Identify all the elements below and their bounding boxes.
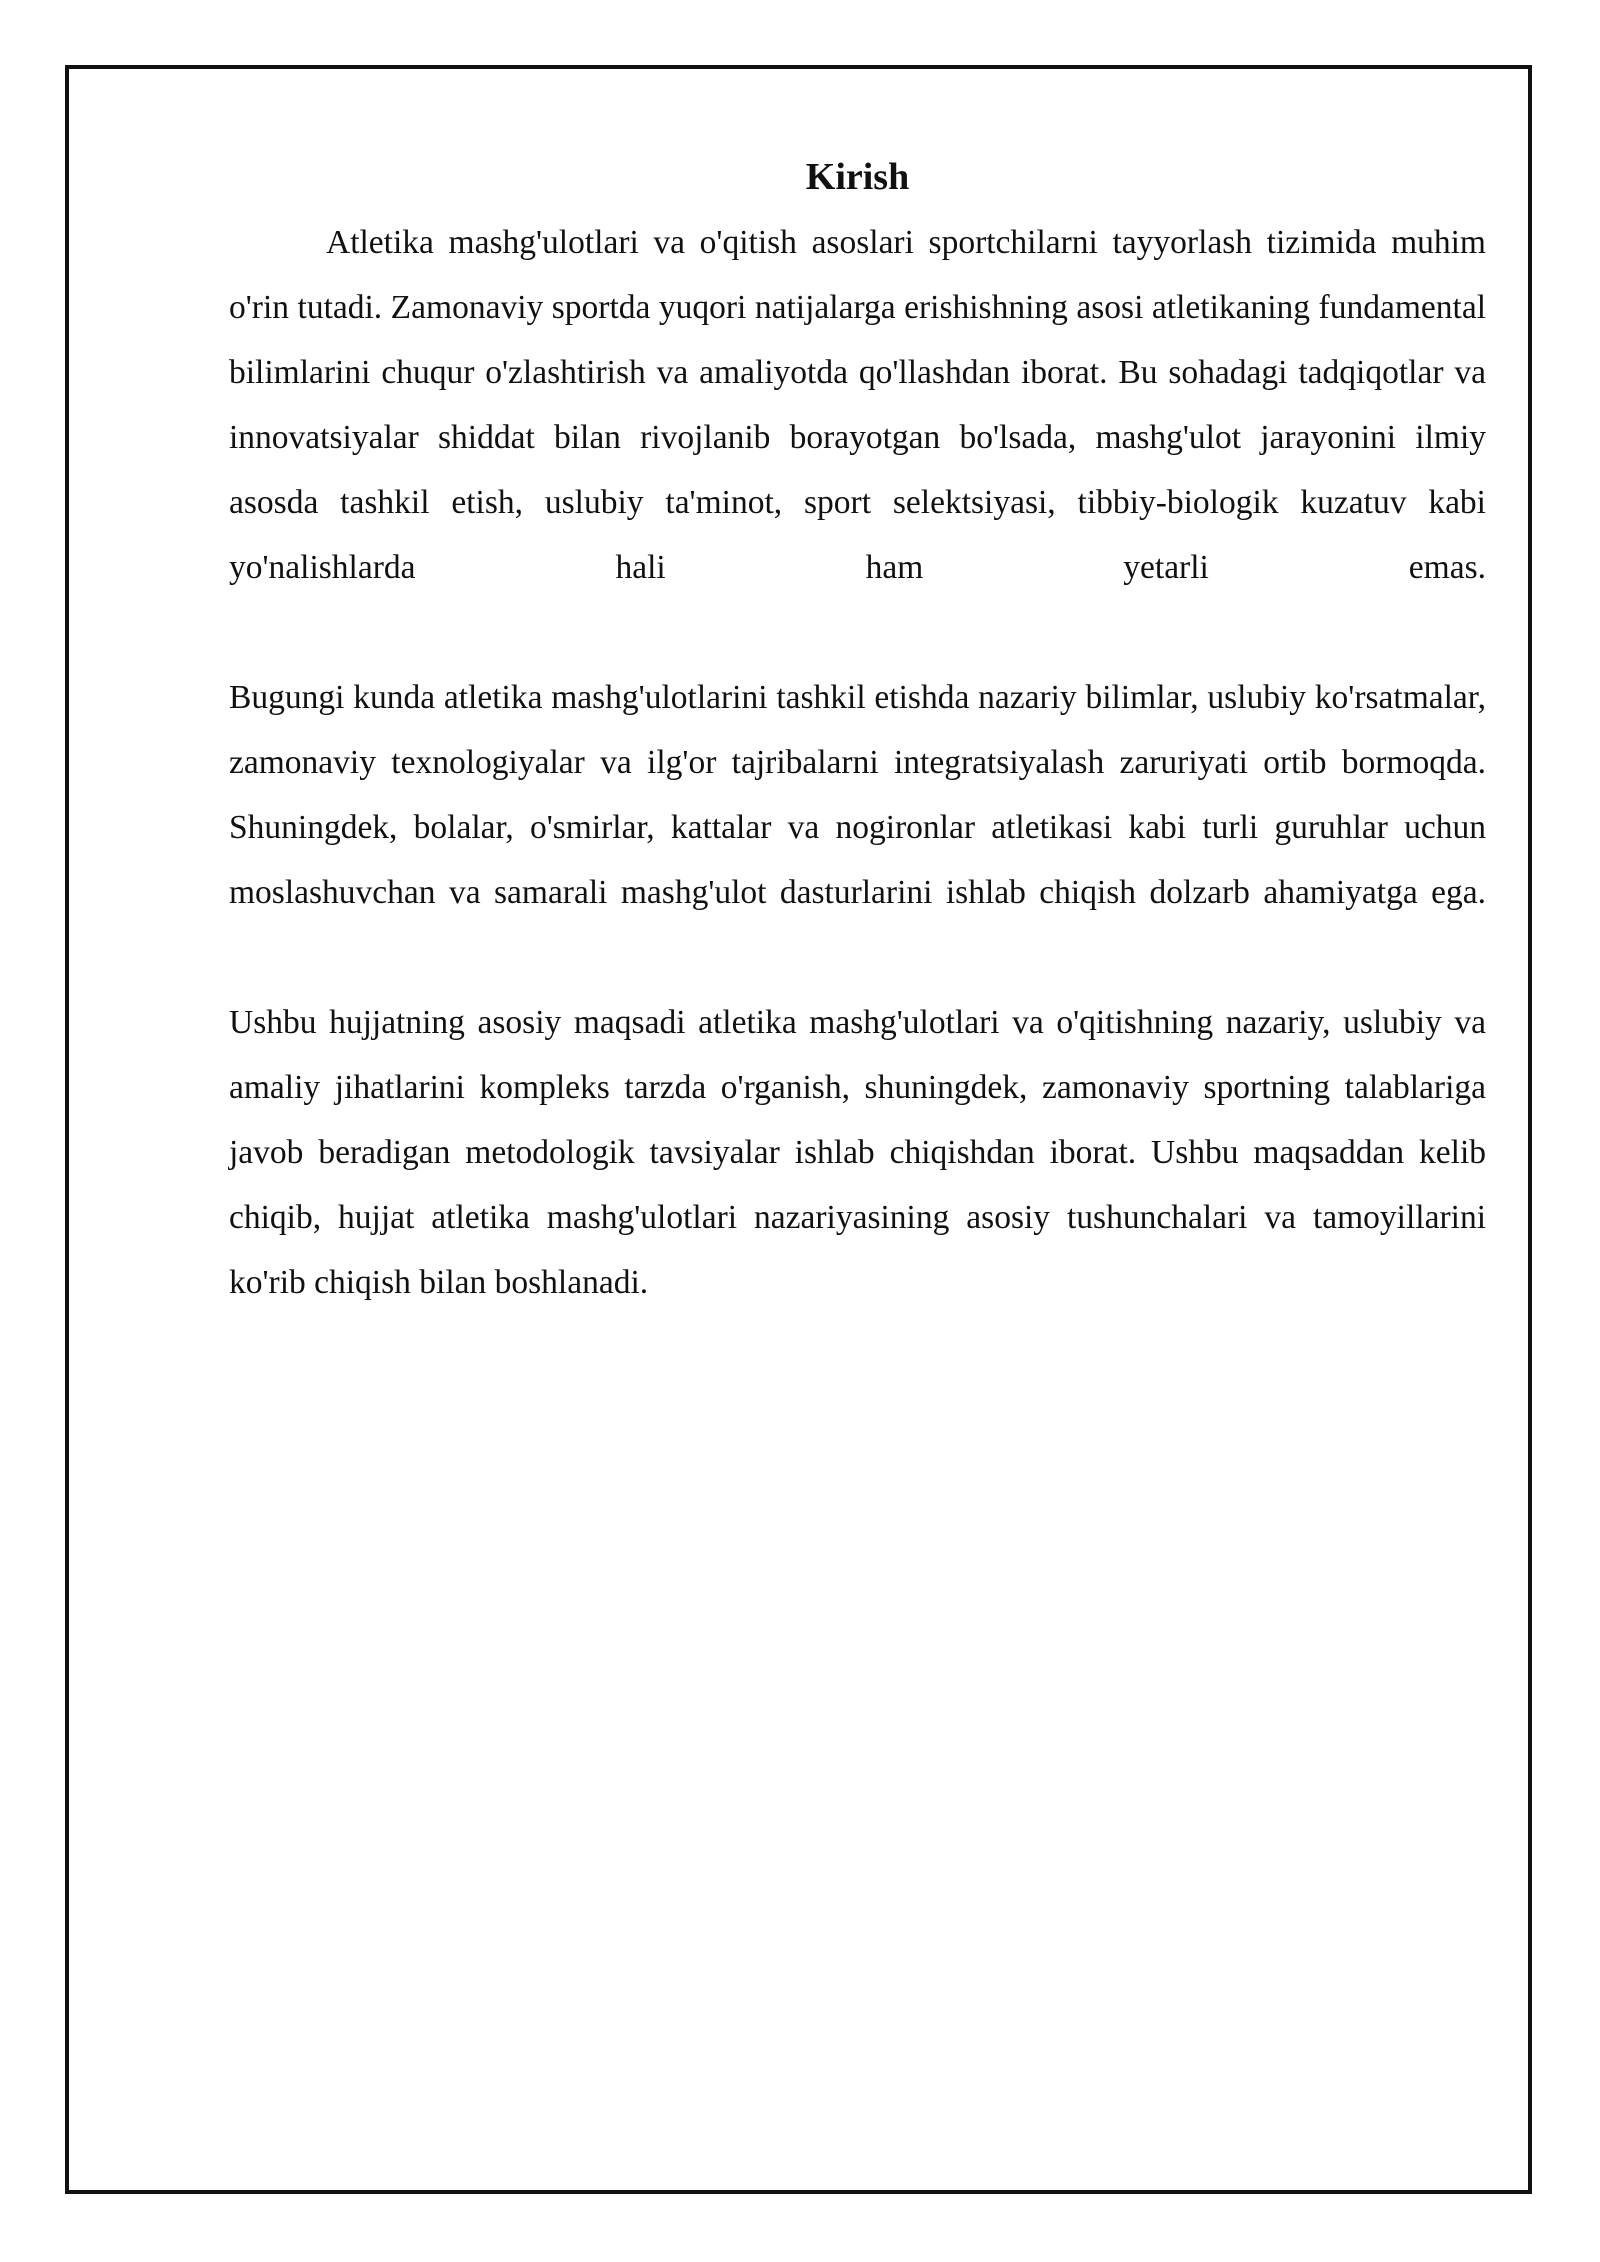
paragraph-current-state: Bugungi kunda atletika mashg'ulotlarini tashkil etishda nazariy bilimlar, uslubiy ko'rsatmalar, zamonaviy texnologiyalar va ilg'or tajribalarni integratsiyalash zaruriyati ortib bormoqda. Shuningdek, bolalar, o'smirlar, kattalar va nogironlar atletikasi kabi turli guruhlar uchun moslashuvchan va samarali mashg'ulot dasturlarini ishlab chiqish dolzarb ahamiyatga ega. [229,679,1486,911]
document-body [229,150,1486,1315]
paragraph-purpose: Ushbu hujjatning asosiy maqsadi atletika mashg'ulotlari va o'qitishning nazariy, uslubiy va amaliy jihatlarini kompleks tarzda o'rganish, shuningdek, zamonaviy sportning talablariga javob beradigan metodologik tavsiyalar ishlab chiqishdan iborat. Ushbu maqsaddan kelib chiqib, hujjat atletika mashg'ulotlari nazariyasining asosiy tushunchalari va tamoyillarini ko'rib chiqish bilan boshlanadi. [229,1004,1486,1301]
page-title: Kirish [805,156,910,198]
paragraph-intro: Atletika mashg'ulotlari va o'qitish asoslari sportchilarni tayyorlash tizimida muhim o'rin tutadi. Zamonaviy sportda yuqori natijalarga erishishning asosi atletikaning fundamental bilimlarini chuqur o'zlashtirish va amaliyotda qo'llashdan iborat. Bu sohadagi tadqiqotlar va innovatsiyalar shiddat bilan rivojlanib borayotgan bo'lsada, mashg'ulot jarayonini ilmiy asosda tashkil etish, uslubiy ta'minot, sport selektsiyasi, tibbiy-biologik kuzatuv kabi yo'nalishlarda hali ham yetarli emas. [229,224,1486,586]
